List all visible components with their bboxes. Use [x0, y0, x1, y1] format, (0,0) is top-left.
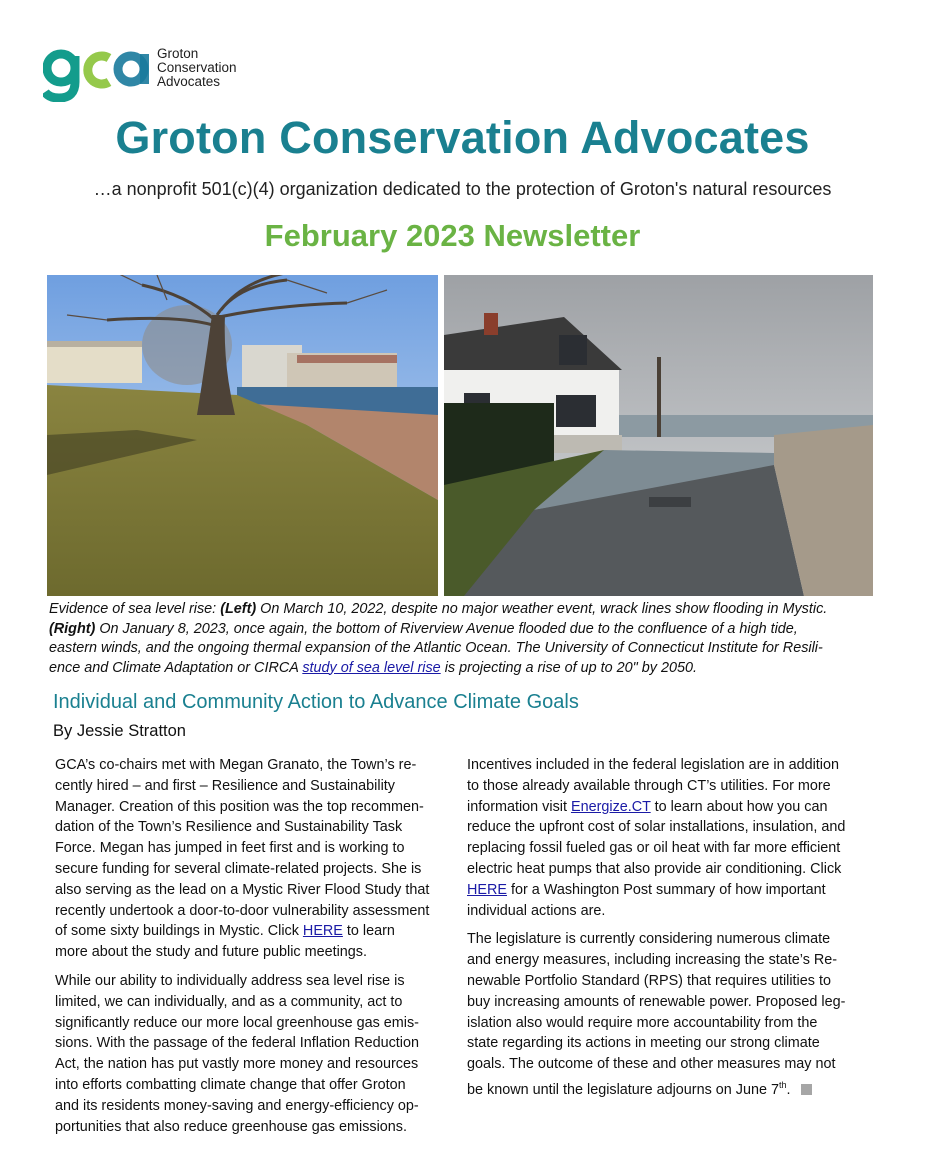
logo-line-1: Groton	[157, 46, 199, 61]
text-line	[467, 797, 869, 818]
caption-line-4	[49, 659, 877, 679]
logo-wordmark	[157, 47, 237, 89]
organization-tagline: …a nonprofit 501(c)(4) organization dedicated to the protection of Groton's natural resources	[93, 179, 832, 199]
ordinal-suffix: th	[779, 1079, 787, 1090]
text-segment: be known until the legislature adjourns on June 7	[467, 1081, 780, 1098]
text-line: significantly reduce our more local greenhouse gas emis-	[55, 1014, 419, 1031]
paragraph	[467, 929, 869, 1100]
text-line: recently undertook a door-to-door vulnerability assessment	[55, 902, 430, 919]
energize-ct-link[interactable]: Energize.CT	[570, 798, 651, 815]
text-line: islation also would require more accountability from the	[467, 1014, 818, 1031]
text-line: goals. The outcome of these and other measures may not	[467, 1056, 836, 1073]
caption-text: On January 8, 2023, once again, the bottom of Riverview Avenue flooded due to the confluence of a high tide,	[95, 620, 798, 637]
text-line	[467, 880, 869, 901]
text-line: GCA’s co-chairs met with Megan Granato, the Town’s re-	[55, 757, 417, 773]
text-line: secure funding for several climate-related projects. She is	[55, 860, 422, 877]
caption-text: On March 10, 2022, despite no major weather event, wrack lines show flooding in Mystic.	[256, 601, 828, 617]
caption-text: ence and Climate Adaptation or CIRCA	[49, 659, 303, 676]
newsletter-title: Groton Conservation Advocates	[115, 112, 810, 163]
gca-logo-letters	[43, 44, 153, 102]
photo-riverview-avenue-flooded	[444, 275, 873, 596]
circa-study-link[interactable]: study of sea level rise	[302, 659, 441, 676]
text-line	[467, 1075, 869, 1101]
text-line: While our ability to individually address sea level rise is	[55, 972, 405, 989]
text-line	[55, 921, 447, 942]
text-line: buy increasing amounts of renewable power. Proposed leg-	[467, 993, 846, 1010]
text-line: electric heat pumps that also provide air conditioning. Click	[467, 860, 842, 877]
issue-heading: February 2023 Newsletter	[264, 218, 641, 253]
text-segment: .	[786, 1081, 791, 1098]
text-line: dation of the Town’s Resilience and Sustainability Task	[55, 819, 403, 836]
logo-line-2: Conservation	[157, 60, 237, 75]
photo-mystic-flooding	[47, 275, 438, 596]
end-of-article-mark	[801, 1084, 812, 1095]
logo-line-3: Advocates	[157, 74, 221, 89]
caption-left-label: (Left)	[220, 601, 257, 617]
caption-line-1	[49, 600, 877, 620]
text-segment: of some sixty buildings in Mystic. Click	[55, 923, 303, 940]
text-line: Incentives included in the federal legislation are in addition	[467, 757, 839, 773]
text-line: Force. Megan has jumped in feet first and is working to	[55, 840, 405, 857]
caption-line-3: eastern winds, and the ongoing thermal expansion of the Atlantic Ocean. The University of Connecticut Institute for Resili-	[49, 640, 823, 656]
caption-text: Evidence of sea level rise:	[49, 601, 221, 617]
text-line: and energy measures, including increasing the state’s Re-	[467, 952, 838, 969]
text-line: Manager. Creation of this position was the top recommen-	[55, 798, 424, 815]
text-line: more about the study and future public meetings.	[55, 944, 367, 961]
article-title: Individual and Community Action to Advance Climate Goals	[53, 691, 579, 713]
paragraph	[467, 755, 869, 921]
article-column-left	[55, 755, 447, 1145]
text-line: The legislature is currently considering numerous climate	[467, 931, 831, 948]
paragraph	[55, 971, 447, 1137]
text-line: replacing fossil fueled gas or oil heat with far more efficient	[467, 840, 841, 857]
text-segment: to learn about how you can	[650, 798, 828, 815]
text-line: individual actions are.	[467, 902, 606, 919]
flood-study-here-link[interactable]: HERE	[302, 923, 343, 940]
photo-caption	[49, 600, 877, 678]
text-line: portunities that also reduce greenhouse gas emissions.	[55, 1118, 407, 1135]
text-line: reduce the upfront cost of solar installations, insulation, and	[467, 819, 846, 836]
text-segment: to learn	[342, 923, 395, 940]
text-line: state regarding its actions in meeting our strong climate	[467, 1035, 820, 1052]
caption-text: is projecting a rise of up to 20" by 2050.	[440, 659, 698, 676]
text-line: newable Portfolio Standard (RPS) that requires utilities to	[467, 972, 831, 989]
text-line: and its residents money-saving and energy-efficiency op-	[55, 1097, 419, 1114]
text-line: limited, we can individually, and as a community, act to	[55, 993, 403, 1010]
text-line: into efforts combatting climate change that offer Groton	[55, 1076, 406, 1093]
text-line: to those already available through CT’s utilities. For more	[467, 777, 831, 794]
gca-logo	[43, 44, 263, 104]
text-segment: for a Washington Post summary of how important	[506, 881, 826, 898]
text-line: sions. With the passage of the federal Inflation Reduction	[55, 1035, 419, 1052]
article-byline: By Jessie Stratton	[53, 722, 186, 740]
article-column-right	[467, 755, 869, 1109]
caption-line-2	[49, 620, 877, 640]
text-segment: information visit	[467, 798, 571, 815]
caption-right-label: (Right)	[49, 620, 96, 637]
text-line: also serving as the lead on a Mystic River Flood Study that	[55, 881, 430, 898]
washington-post-here-link[interactable]: HERE	[467, 881, 507, 898]
text-line: Act, the nation has put vastly more money and resources	[55, 1056, 419, 1073]
paragraph	[55, 755, 447, 963]
text-line: cently hired – and first – Resilience and Sustainability	[55, 777, 395, 794]
